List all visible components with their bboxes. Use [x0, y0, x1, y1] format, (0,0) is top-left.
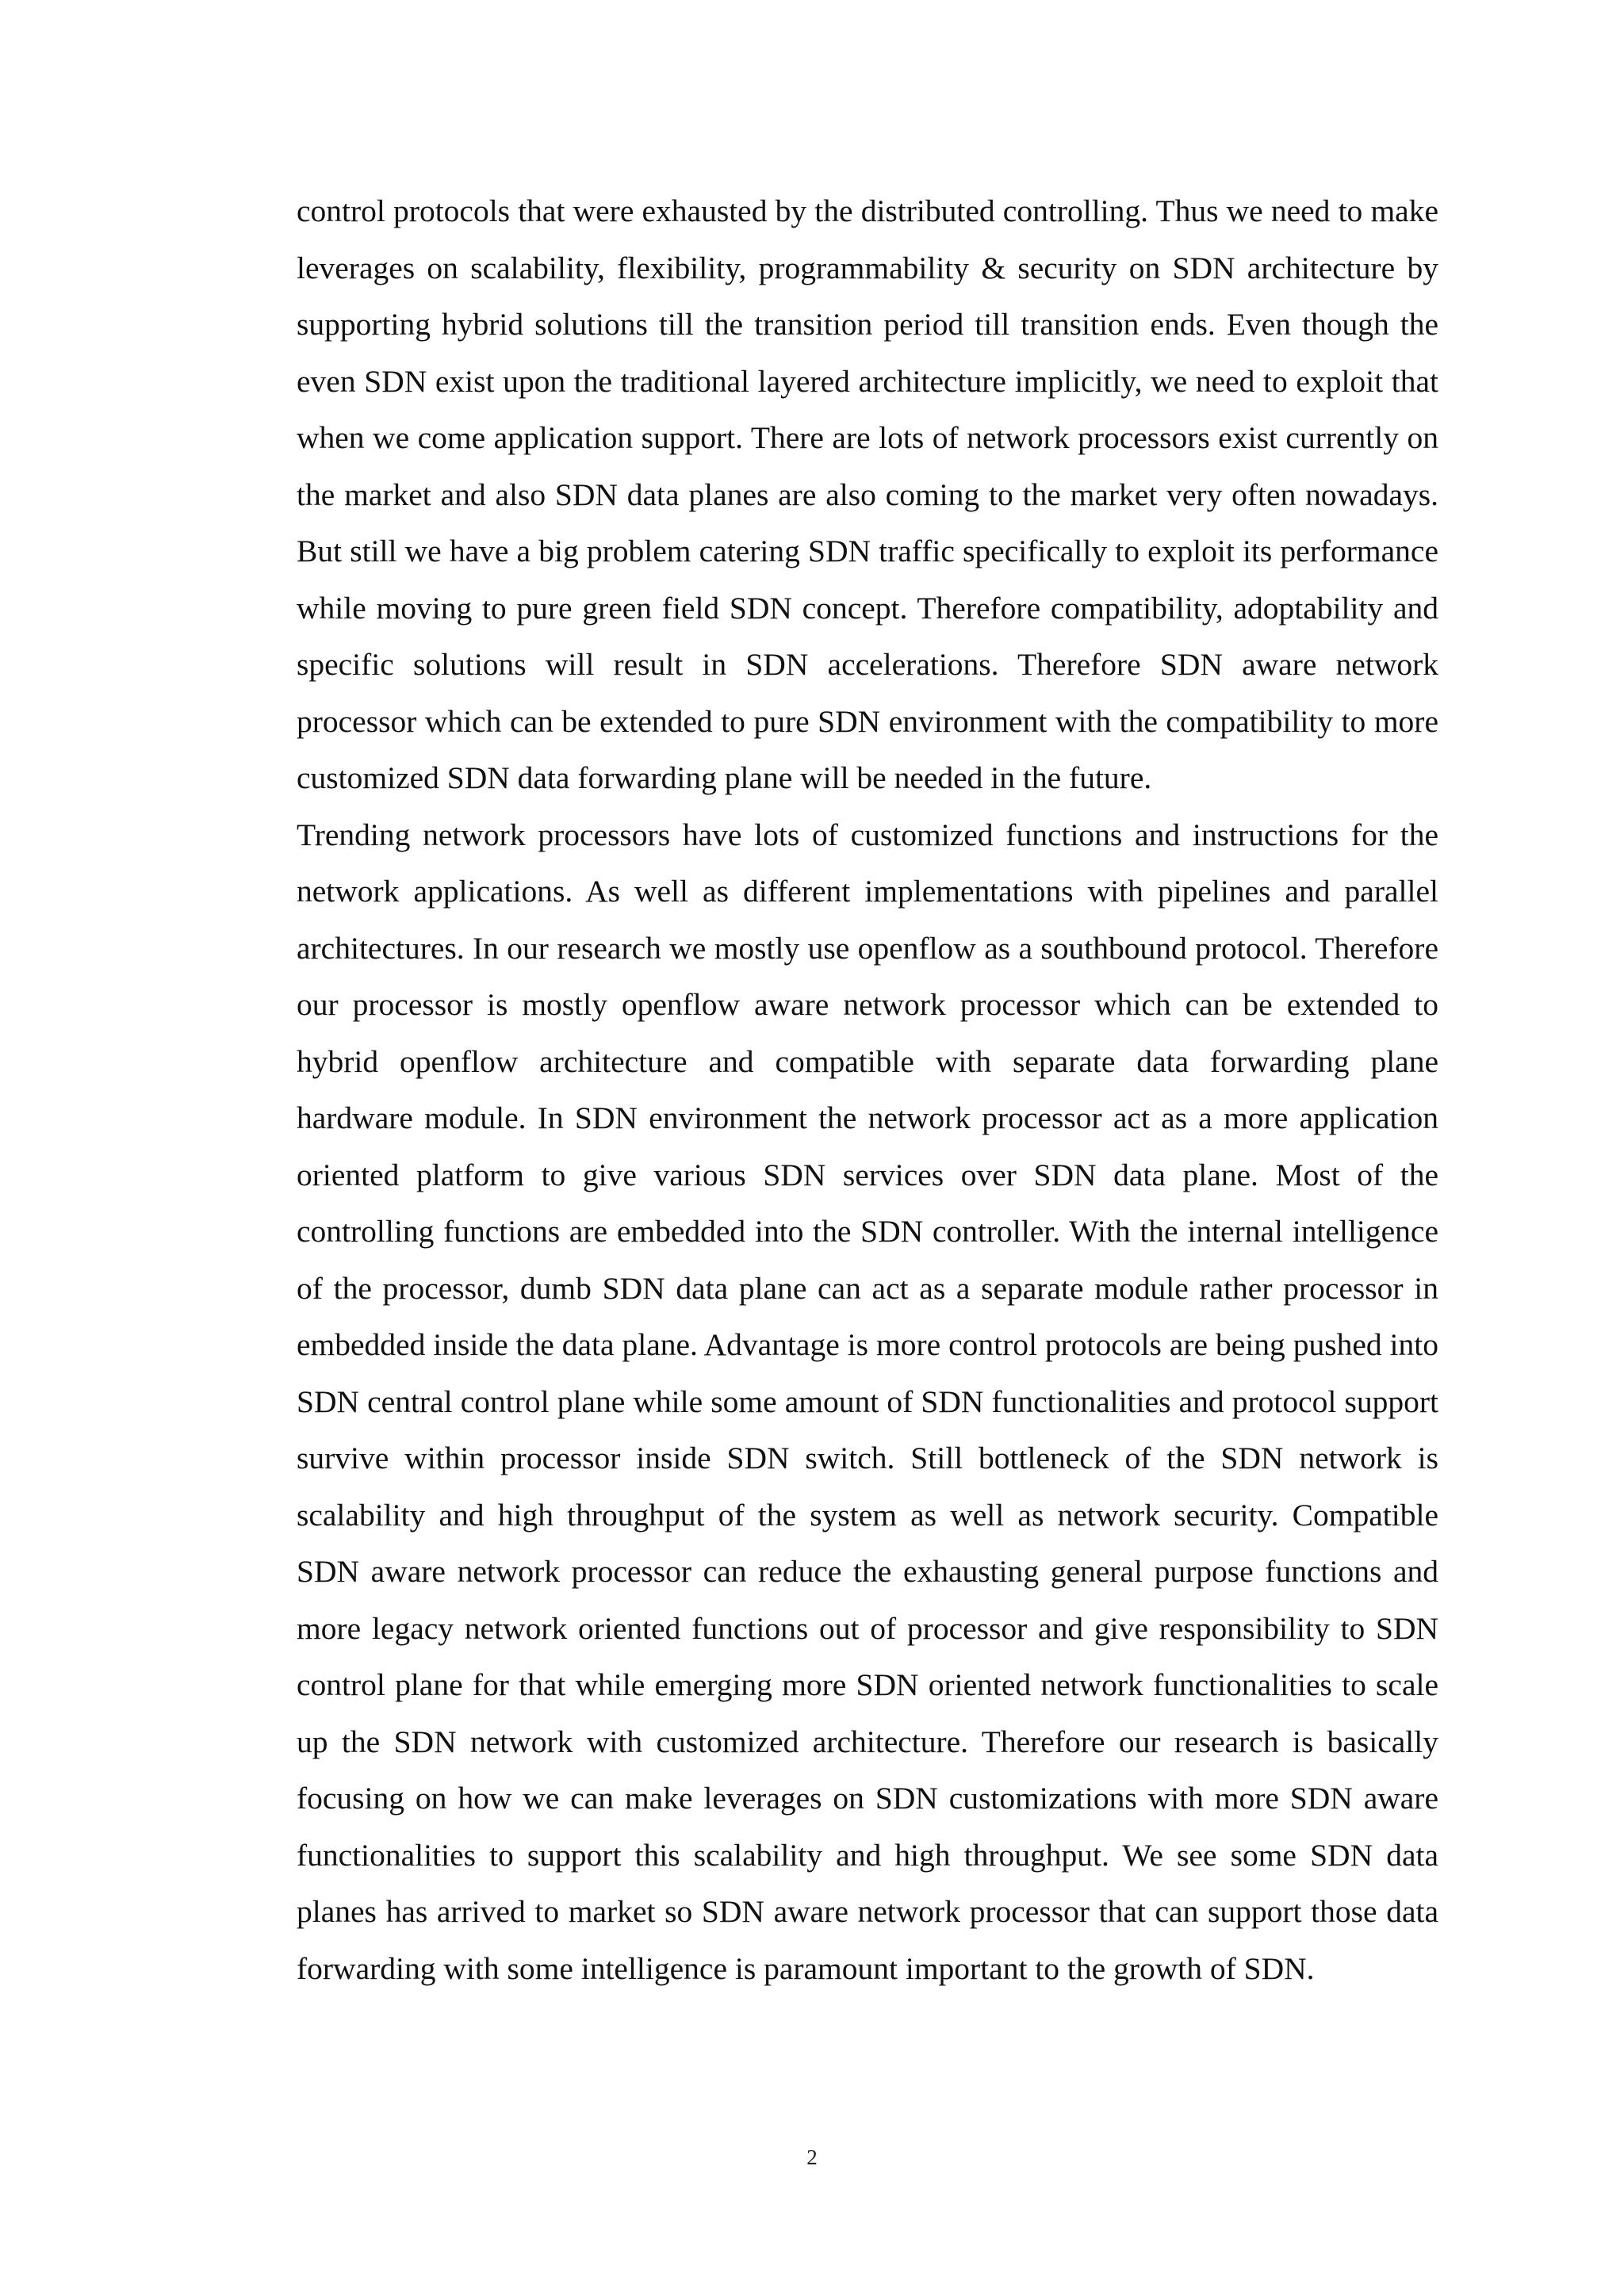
paragraph-2: Trending network processors have lots of customized functions and instructions for the network applications. As well as different implementations with pipelines and parallel architectures. In our research we mostly use openflow as a southbound protocol. Therefore our processor is mostly openflow aware network processor which can be extended to hybrid openflow architecture and compatible with separate data forwarding plane hardware module. In SDN environment the network processor act as a more application oriented platform to give various SDN services over SDN data plane. Most of the controlling functions are embedded into the SDN controller. With the internal intelligence of the processor, dumb SDN data plane can act as a separate module rather processor in embedded inside the data plane. Advantage is more control protocols are being pushed into SDN central control plane while some amount of SDN functionalities and protocol support survive within processor inside SDN switch. Still bottleneck of the SDN network is scalability and high throughput of the system as well as network security. Compatible SDN aware network processor can reduce the exhausting general purpose functions and more legacy network oriented functions out of processor and give responsibility to SDN control plane for that while emerging more SDN oriented network functionalities to scale up the SDN network with customized architecture. Therefore our research is basically focusing on how we can make leverages on SDN customizations with more SDN aware functionalities to support this scalability and high throughput. We see some SDN data planes has arrived to market so SDN aware network processor that can support those data forwarding with some intelligence is paramount important to the growth of SDN.: [297, 817, 1438, 1986]
paragraph-1: control protocols that were exhausted by the distributed controlling. Thus we need to make leverages on scalability, flexibility, programmability & security on SDN architecture by supporting hybrid solutions till the transition period till transition ends. Even though the even SDN exist upon the traditional layered architecture implicitly, we need to exploit that when we come application support. There are lots of network processors exist currently on the market and also SDN data planes are also coming to the market very often nowadays. But still we have a big problem catering SDN traffic specifically to exploit its performance while moving to pure green field SDN concept. Therefore compatibility, adoptability and specific solutions will result in SDN accelerations. Therefore SDN aware network processor which can be extended to pure SDN environment with the compatibility to more customized SDN data forwarding plane will be needed in the future.: [297, 193, 1438, 795]
body-text: [297, 183, 1438, 1997]
page-number: 2: [806, 2145, 818, 2169]
